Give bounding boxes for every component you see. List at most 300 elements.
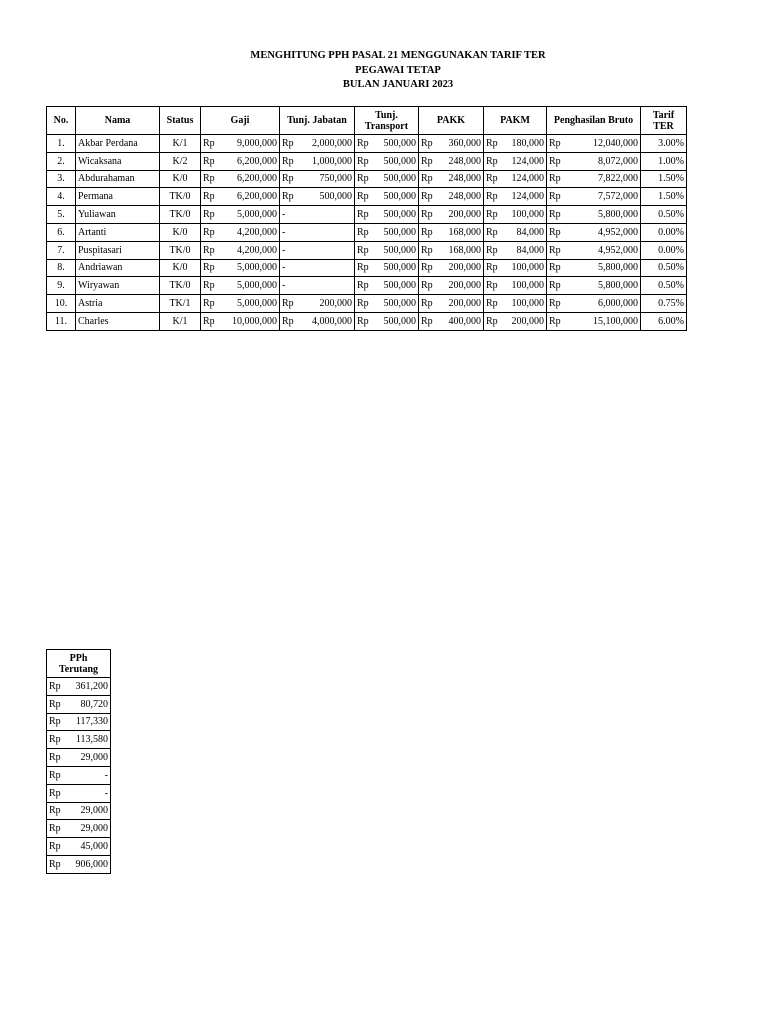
- currency-label: Rp: [549, 298, 561, 310]
- currency-label: Rp: [549, 155, 561, 167]
- currency-label: Rp: [421, 298, 433, 310]
- currency-label: Rp: [203, 191, 215, 203]
- currency-label: Rp: [49, 858, 61, 870]
- cell-tunj-jabatan: [280, 152, 355, 170]
- cell-status: K/1: [160, 312, 201, 330]
- cell-pph-terutang: [47, 820, 111, 838]
- cell-tunj-jabatan: -: [280, 277, 355, 295]
- cell-status: TK/0: [160, 206, 201, 224]
- amount-value: 400,000: [448, 315, 481, 327]
- amount-value: -: [104, 787, 108, 799]
- currency-label: Rp: [282, 191, 294, 203]
- cell-pph-terutang: [47, 749, 111, 767]
- cell-tarif-ter: 1.50%: [641, 188, 687, 206]
- amount-value: 500,000: [383, 315, 416, 327]
- currency-label: Rp: [486, 173, 498, 185]
- amount-value: 113,580: [75, 734, 108, 746]
- currency-label: Rp: [549, 191, 561, 203]
- cell-no: 9.: [47, 277, 76, 295]
- currency-label: Rp: [203, 280, 215, 292]
- currency-label: Rp: [549, 137, 561, 149]
- amount-value: 6,200,000: [237, 173, 277, 185]
- header-tarif-line2: TER: [653, 120, 674, 132]
- amount-value: 6,200,000: [237, 191, 277, 203]
- currency-label: Rp: [486, 137, 498, 149]
- currency-label: Rp: [357, 209, 369, 221]
- cell-pakm: [484, 312, 547, 330]
- pph-row: [47, 784, 111, 802]
- cell-tarif-ter: 6.00%: [641, 312, 687, 330]
- amount-value: 4,200,000: [237, 244, 277, 256]
- cell-pph-terutang: [47, 731, 111, 749]
- pph-row: [47, 713, 111, 731]
- cell-penghasilan-bruto: [547, 135, 641, 153]
- currency-label: Rp: [282, 155, 294, 167]
- currency-label: Rp: [549, 280, 561, 292]
- currency-label: Rp: [49, 805, 61, 817]
- amount-value: 100,000: [511, 209, 544, 221]
- amount-value: 906,000: [75, 858, 108, 870]
- pph-row: [47, 766, 111, 784]
- cell-pakm: [484, 206, 547, 224]
- amount-value: 4,000,000: [312, 315, 352, 327]
- currency-label: Rp: [282, 173, 294, 185]
- amount-value: 29,000: [80, 805, 108, 817]
- currency-label: Rp: [549, 173, 561, 185]
- pph-row: [47, 749, 111, 767]
- cell-pakk: [419, 295, 484, 313]
- currency-label: Rp: [282, 315, 294, 327]
- pph-row: [47, 695, 111, 713]
- amount-value: 5,000,000: [237, 298, 277, 310]
- amount-value: 29,000: [80, 752, 108, 764]
- cell-pakk: [419, 152, 484, 170]
- cell-status: K/0: [160, 259, 201, 277]
- amount-value: 200,000: [448, 262, 481, 274]
- table-row: [47, 259, 687, 277]
- amount-value: 500,000: [383, 262, 416, 274]
- header-tarif-line1: Tarif: [652, 109, 675, 121]
- cell-nama: Wiryawan: [76, 277, 160, 295]
- currency-label: Rp: [203, 298, 215, 310]
- header-tarif-ter: [641, 107, 687, 135]
- amount-value: 7,572,000: [598, 191, 638, 203]
- amount-value: 5,000,000: [237, 262, 277, 274]
- amount-value: 117,330: [75, 716, 108, 728]
- amount-value: 180,000: [511, 137, 544, 149]
- currency-label: Rp: [421, 155, 433, 167]
- header-tunj-transport-line1: Tunj.: [375, 109, 398, 121]
- amount-value: 124,000: [511, 155, 544, 167]
- header-pakm: PAKM: [484, 107, 547, 135]
- amount-value: 360,000: [448, 137, 481, 149]
- document-title: [0, 49, 768, 93]
- cell-no: 4.: [47, 188, 76, 206]
- currency-label: Rp: [421, 191, 433, 203]
- cell-pakm: [484, 135, 547, 153]
- cell-pph-terutang: [47, 855, 111, 873]
- currency-label: Rp: [203, 244, 215, 256]
- amount-value: 100,000: [511, 298, 544, 310]
- amount-value: 200,000: [448, 298, 481, 310]
- title-line-3: BULAN JANUARI 2023: [342, 79, 454, 90]
- header-pakk: PAKK: [419, 107, 484, 135]
- cell-pph-terutang: [47, 766, 111, 784]
- cell-tarif-ter: 0.00%: [641, 223, 687, 241]
- currency-label: Rp: [421, 280, 433, 292]
- table-row: [47, 223, 687, 241]
- currency-label: Rp: [549, 315, 561, 327]
- currency-label: Rp: [549, 262, 561, 274]
- pph-header-row: [47, 650, 111, 678]
- currency-label: Rp: [357, 226, 369, 238]
- amount-value: 4,200,000: [237, 226, 277, 238]
- amount-value: 80,720: [80, 698, 108, 710]
- cell-status: K/0: [160, 223, 201, 241]
- currency-label: Rp: [549, 226, 561, 238]
- table-row: [47, 152, 687, 170]
- currency-label: Rp: [421, 226, 433, 238]
- amount-value: 168,000: [448, 244, 481, 256]
- cell-pakk: [419, 241, 484, 259]
- cell-nama: Abdurahaman: [76, 170, 160, 188]
- cell-gaji: [201, 152, 280, 170]
- cell-nama: Wicaksana: [76, 152, 160, 170]
- amount-value: 9,000,000: [237, 137, 277, 149]
- pph-row: [47, 838, 111, 856]
- amount-value: 1,000,000: [312, 155, 352, 167]
- cell-pph-terutang: [47, 838, 111, 856]
- table-row: [47, 277, 687, 295]
- amount-value: 5,800,000: [598, 209, 638, 221]
- currency-label: Rp: [486, 298, 498, 310]
- cell-tunj-jabatan: [280, 170, 355, 188]
- cell-tarif-ter: 0.50%: [641, 277, 687, 295]
- currency-label: Rp: [49, 680, 61, 692]
- cell-nama: Akbar Perdana: [76, 135, 160, 153]
- cell-status: K/2: [160, 152, 201, 170]
- cell-gaji: [201, 206, 280, 224]
- cell-status: K/1: [160, 135, 201, 153]
- currency-label: Rp: [486, 315, 498, 327]
- cell-pph-terutang: [47, 678, 111, 696]
- cell-pakk: [419, 312, 484, 330]
- cell-penghasilan-bruto: [547, 277, 641, 295]
- cell-no: 11.: [47, 312, 76, 330]
- cell-status: TK/1: [160, 295, 201, 313]
- amount-value: 100,000: [511, 280, 544, 292]
- currency-label: Rp: [357, 244, 369, 256]
- cell-pakk: [419, 188, 484, 206]
- cell-pph-terutang: [47, 784, 111, 802]
- table-row: [47, 170, 687, 188]
- header-row: [47, 107, 687, 135]
- cell-tarif-ter: 0.50%: [641, 206, 687, 224]
- currency-label: Rp: [549, 209, 561, 221]
- header-tunj-jabatan: Tunj. Jabatan: [280, 107, 355, 135]
- table-row: [47, 295, 687, 313]
- table-row: [47, 135, 687, 153]
- currency-label: Rp: [421, 315, 433, 327]
- currency-label: Rp: [357, 262, 369, 274]
- table-row: [47, 241, 687, 259]
- amount-value: 500,000: [383, 209, 416, 221]
- cell-pph-terutang: [47, 713, 111, 731]
- cell-nama: Yuliawan: [76, 206, 160, 224]
- amount-value: 500,000: [383, 244, 416, 256]
- currency-label: Rp: [421, 173, 433, 185]
- cell-gaji: [201, 188, 280, 206]
- cell-tunj-transport: [355, 223, 419, 241]
- cell-pakk: [419, 259, 484, 277]
- cell-pph-terutang: [47, 802, 111, 820]
- currency-label: Rp: [486, 155, 498, 167]
- currency-label: Rp: [486, 244, 498, 256]
- amount-value: 12,040,000: [593, 137, 638, 149]
- currency-label: Rp: [357, 315, 369, 327]
- amount-value: 100,000: [511, 262, 544, 274]
- amount-value: 29,000: [80, 823, 108, 835]
- currency-label: Rp: [49, 841, 61, 853]
- amount-value: 124,000: [511, 191, 544, 203]
- amount-value: 8,072,000: [598, 155, 638, 167]
- amount-value: 5,800,000: [598, 280, 638, 292]
- currency-label: Rp: [357, 298, 369, 310]
- cell-pakm: [484, 152, 547, 170]
- currency-label: Rp: [486, 262, 498, 274]
- cell-pakk: [419, 277, 484, 295]
- cell-tunj-transport: [355, 295, 419, 313]
- currency-label: Rp: [49, 752, 61, 764]
- cell-pakk: [419, 206, 484, 224]
- cell-pakm: [484, 295, 547, 313]
- cell-tarif-ter: 1.50%: [641, 170, 687, 188]
- cell-tunj-transport: [355, 170, 419, 188]
- cell-gaji: [201, 223, 280, 241]
- pph-row: [47, 731, 111, 749]
- amount-value: 500,000: [383, 298, 416, 310]
- header-pph-line2: Terutang: [58, 663, 99, 675]
- amount-value: 500,000: [383, 226, 416, 238]
- cell-pakk: [419, 223, 484, 241]
- currency-label: Rp: [49, 787, 61, 799]
- cell-tunj-jabatan: -: [280, 223, 355, 241]
- cell-pakm: [484, 241, 547, 259]
- pph-row: [47, 820, 111, 838]
- amount-value: 168,000: [448, 226, 481, 238]
- cell-no: 2.: [47, 152, 76, 170]
- amount-value: 500,000: [383, 155, 416, 167]
- header-tunj-transport-line2: Transport: [364, 120, 409, 132]
- currency-label: Rp: [203, 315, 215, 327]
- amount-value: 7,822,000: [598, 173, 638, 185]
- cell-penghasilan-bruto: [547, 223, 641, 241]
- cell-gaji: [201, 277, 280, 295]
- currency-label: Rp: [49, 769, 61, 781]
- cell-tunj-jabatan: [280, 312, 355, 330]
- cell-tunj-jabatan: -: [280, 206, 355, 224]
- cell-nama: Puspitasari: [76, 241, 160, 259]
- currency-label: Rp: [486, 280, 498, 292]
- cell-penghasilan-bruto: [547, 241, 641, 259]
- table-row: [47, 312, 687, 330]
- amount-value: 200,000: [448, 280, 481, 292]
- cell-tunj-transport: [355, 188, 419, 206]
- cell-status: TK/0: [160, 241, 201, 259]
- currency-label: Rp: [49, 698, 61, 710]
- header-nama: Nama: [76, 107, 160, 135]
- cell-tunj-transport: [355, 259, 419, 277]
- currency-label: Rp: [421, 209, 433, 221]
- cell-gaji: [201, 312, 280, 330]
- currency-label: Rp: [282, 137, 294, 149]
- cell-no: 6.: [47, 223, 76, 241]
- currency-label: Rp: [486, 226, 498, 238]
- cell-tunj-jabatan: -: [280, 259, 355, 277]
- cell-penghasilan-bruto: [547, 312, 641, 330]
- cell-gaji: [201, 241, 280, 259]
- amount-value: 6,000,000: [598, 298, 638, 310]
- cell-tunj-transport: [355, 312, 419, 330]
- cell-tarif-ter: 0.00%: [641, 241, 687, 259]
- currency-label: Rp: [203, 209, 215, 221]
- cell-status: TK/0: [160, 188, 201, 206]
- amount-value: 5,000,000: [237, 280, 277, 292]
- cell-nama: Artanti: [76, 223, 160, 241]
- cell-pph-terutang: [47, 695, 111, 713]
- currency-label: Rp: [203, 226, 215, 238]
- amount-value: 248,000: [448, 191, 481, 203]
- cell-penghasilan-bruto: [547, 170, 641, 188]
- amount-value: 84,000: [516, 244, 544, 256]
- cell-tarif-ter: 3.00%: [641, 135, 687, 153]
- cell-nama: Permana: [76, 188, 160, 206]
- cell-pakm: [484, 170, 547, 188]
- title-line-1: MENGHITUNG PPH PASAL 21 MENGGUNAKAN TARIF TER: [250, 50, 546, 61]
- currency-label: Rp: [357, 280, 369, 292]
- amount-value: 15,100,000: [593, 315, 638, 327]
- cell-tunj-transport: [355, 206, 419, 224]
- salary-table: [46, 106, 687, 331]
- amount-value: 750,000: [319, 173, 352, 185]
- cell-tunj-transport: [355, 277, 419, 295]
- cell-gaji: [201, 259, 280, 277]
- currency-label: Rp: [357, 155, 369, 167]
- cell-tunj-transport: [355, 152, 419, 170]
- cell-no: 5.: [47, 206, 76, 224]
- amount-value: 45,000: [80, 841, 108, 853]
- currency-label: Rp: [357, 173, 369, 185]
- amount-value: 500,000: [383, 191, 416, 203]
- amount-value: 84,000: [516, 226, 544, 238]
- header-no: No.: [47, 107, 76, 135]
- amount-value: 200,000: [511, 315, 544, 327]
- currency-label: Rp: [49, 716, 61, 728]
- cell-tunj-jabatan: [280, 135, 355, 153]
- pph-row: [47, 855, 111, 873]
- amount-value: 500,000: [319, 191, 352, 203]
- title-line-2: PEGAWAI TETAP: [355, 64, 441, 76]
- cell-gaji: [201, 170, 280, 188]
- amount-value: 124,000: [511, 173, 544, 185]
- amount-value: 10,000,000: [232, 315, 277, 327]
- pph-terutang-table: [46, 649, 111, 874]
- currency-label: Rp: [421, 262, 433, 274]
- amount-value: 500,000: [383, 173, 416, 185]
- header-gaji: Gaji: [201, 107, 280, 135]
- header-pph-line1: PPh: [69, 652, 88, 664]
- currency-label: Rp: [486, 209, 498, 221]
- currency-label: Rp: [549, 244, 561, 256]
- cell-tarif-ter: 0.50%: [641, 259, 687, 277]
- currency-label: Rp: [282, 298, 294, 310]
- cell-tunj-transport: [355, 241, 419, 259]
- table-row: [47, 206, 687, 224]
- currency-label: Rp: [203, 262, 215, 274]
- pph-row: [47, 678, 111, 696]
- cell-nama: Astria: [76, 295, 160, 313]
- table-row: [47, 188, 687, 206]
- cell-no: 7.: [47, 241, 76, 259]
- amount-value: 248,000: [448, 155, 481, 167]
- header-pph-terutang: [47, 650, 111, 678]
- cell-nama: Charles: [76, 312, 160, 330]
- header-penghasilan-bruto: Penghasilan Bruto: [547, 107, 641, 135]
- amount-value: 2,000,000: [312, 137, 352, 149]
- cell-pakk: [419, 170, 484, 188]
- cell-pakm: [484, 223, 547, 241]
- amount-value: 4,952,000: [598, 244, 638, 256]
- cell-penghasilan-bruto: [547, 206, 641, 224]
- amount-value: -: [104, 769, 108, 781]
- cell-tarif-ter: 0.75%: [641, 295, 687, 313]
- cell-pakm: [484, 259, 547, 277]
- cell-no: 1.: [47, 135, 76, 153]
- currency-label: Rp: [49, 734, 61, 746]
- cell-penghasilan-bruto: [547, 295, 641, 313]
- currency-label: Rp: [421, 137, 433, 149]
- cell-pakm: [484, 188, 547, 206]
- cell-penghasilan-bruto: [547, 259, 641, 277]
- amount-value: 200,000: [319, 298, 352, 310]
- currency-label: Rp: [203, 155, 215, 167]
- amount-value: 361,200: [75, 680, 108, 692]
- currency-label: Rp: [49, 823, 61, 835]
- amount-value: 200,000: [448, 209, 481, 221]
- cell-gaji: [201, 295, 280, 313]
- amount-value: 4,952,000: [598, 226, 638, 238]
- amount-value: 5,000,000: [237, 209, 277, 221]
- cell-pakk: [419, 135, 484, 153]
- amount-value: 6,200,000: [237, 155, 277, 167]
- header-status: Status: [160, 107, 201, 135]
- cell-no: 8.: [47, 259, 76, 277]
- cell-tunj-jabatan: -: [280, 241, 355, 259]
- cell-tarif-ter: 1.00%: [641, 152, 687, 170]
- cell-tunj-jabatan: [280, 295, 355, 313]
- pph-row: [47, 802, 111, 820]
- currency-label: Rp: [421, 244, 433, 256]
- currency-label: Rp: [203, 173, 215, 185]
- cell-no: 10.: [47, 295, 76, 313]
- cell-tunj-jabatan: [280, 188, 355, 206]
- currency-label: Rp: [357, 191, 369, 203]
- cell-pakm: [484, 277, 547, 295]
- currency-label: Rp: [357, 137, 369, 149]
- cell-no: 3.: [47, 170, 76, 188]
- amount-value: 500,000: [383, 137, 416, 149]
- amount-value: 500,000: [383, 280, 416, 292]
